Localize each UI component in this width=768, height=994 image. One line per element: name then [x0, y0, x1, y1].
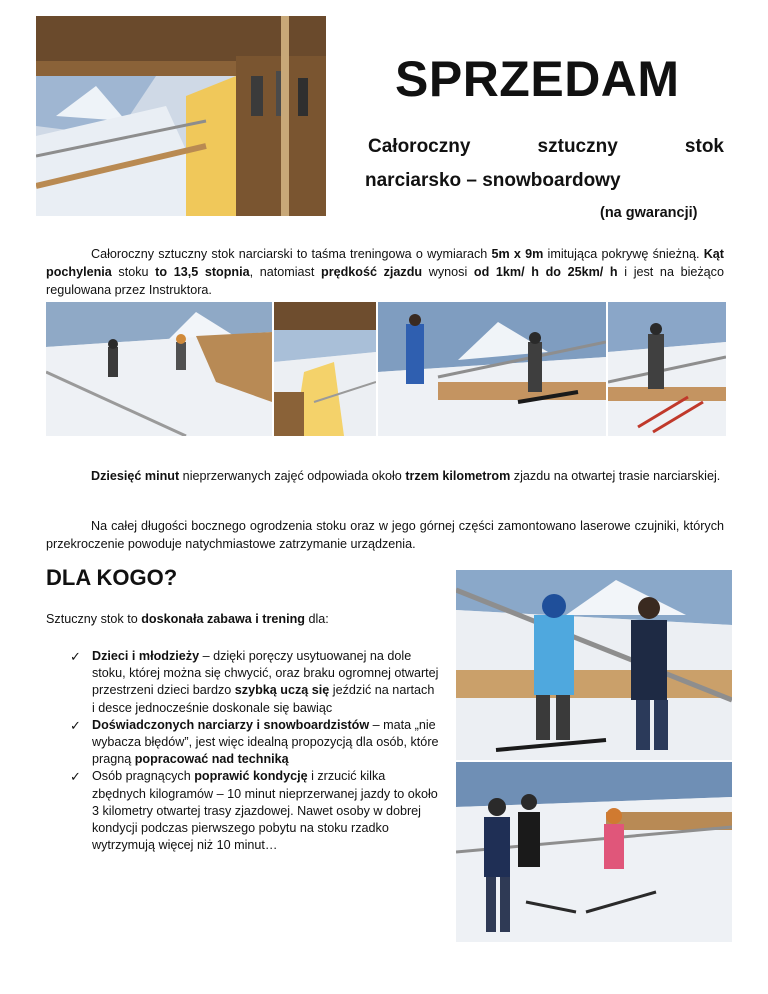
text: i jest na bieżąco regulowana przez Instruktora. [46, 265, 724, 297]
check-icon: ✓ [70, 649, 81, 664]
bold-text: szybką uczą się [234, 683, 330, 698]
photo-group-lesson [456, 762, 732, 942]
text: – dzięki poręczy usytuowanej na dole stoku, której można się chwycić, oraz braku ogromnej otwartej przestrzeni dzieci bardzo [92, 649, 439, 698]
text: – mata „nie wybacza błędów”, jest więc idealną propozycją dla osób, które pragną [92, 717, 439, 767]
text: zjazdu na otwartej trasie narciarskiej. [510, 469, 721, 483]
subtitle-line-2: narciarsko – snowboardowy [365, 170, 621, 191]
bold-text: popracować nad techniką [134, 752, 289, 767]
bold-text: trzem kilometrom [405, 469, 511, 483]
photo-hall-overview [36, 16, 326, 216]
text: stoku [111, 265, 156, 279]
text: jeździć na nartach i desce jednocześnie doskonale się bawiąc [92, 683, 435, 715]
subtitle-line-3: (na gwarancji) [600, 205, 698, 221]
paragraph-description [46, 245, 724, 299]
text: wynosi [422, 265, 474, 279]
text: Osób pragnących [92, 769, 195, 784]
subtitle-word-1: Całoroczny [368, 136, 471, 157]
bold-text: poprawić kondycję [194, 769, 308, 784]
bold-text: od 1km/ h do 25km/ h [473, 265, 618, 279]
bold-text: Kąt pochylenia [46, 247, 724, 279]
check-icon: ✓ [70, 769, 81, 785]
list-item [70, 648, 440, 717]
bold-text: to 13,5 stopnia [155, 265, 250, 279]
bold-text: doskonała zabawa i trening [141, 612, 305, 626]
text: i zrzucić kilka zbędnych kilogramów – 10 minut nieprzerwanej jazdy to około 3 kilometry otwartej trasy zjazdowej. Nawet osoby w dobrej kondycji podczas pierwszego pobytu na stoku rzadko wytrzymują więcej niż 10 minut… [92, 769, 438, 853]
subtitle-word-2: sztuczny [537, 136, 618, 157]
text: imitująca pokrywę śnieżną. [543, 247, 704, 261]
paragraph-sensors: Na całej długości bocznego ogrodzenia stoku oraz w jego górnej części zamontowano laserowe czujniki, których przekroczenie powoduje natychmiastowe zatrzymanie urządzenia. [46, 519, 724, 551]
bold-text: Dziesięć minut [91, 469, 180, 483]
text: dla: [304, 612, 329, 626]
list-item [70, 768, 440, 854]
page-title: SPRZEDAM [395, 51, 680, 107]
photo-kids-skiing [46, 302, 272, 436]
list-item [70, 717, 440, 769]
check-icon: ✓ [70, 717, 81, 733]
section-intro [46, 612, 329, 626]
subtitle-line-1 [368, 136, 724, 158]
photo-training-rail [456, 570, 732, 760]
bold-text: Doświadczonych narciarzy i snowboardzistów [92, 717, 370, 732]
photo-slope-wide [274, 302, 376, 436]
subtitle-word-3: stok [684, 136, 724, 157]
section-heading: DLA KOGO? [46, 565, 178, 590]
bold-text: prędkość zjazdu [321, 265, 423, 279]
text: , natomiast [249, 265, 321, 279]
text: Sztuczny stok to [46, 612, 142, 626]
text: Całoroczny sztuczny stok narciarski to taśma treningowa o wymiarach [91, 247, 492, 261]
paragraph-ten-minutes [46, 467, 724, 485]
bold-text: Dzieci i młodzieży [92, 649, 200, 663]
bold-text: 5m x 9m [491, 247, 544, 261]
text: nieprzerwanych zajęć odpowiada około [179, 469, 406, 483]
photo-instructor-snowboard [378, 302, 606, 436]
audience-list [70, 648, 440, 854]
photo-skier-rail [608, 302, 726, 436]
